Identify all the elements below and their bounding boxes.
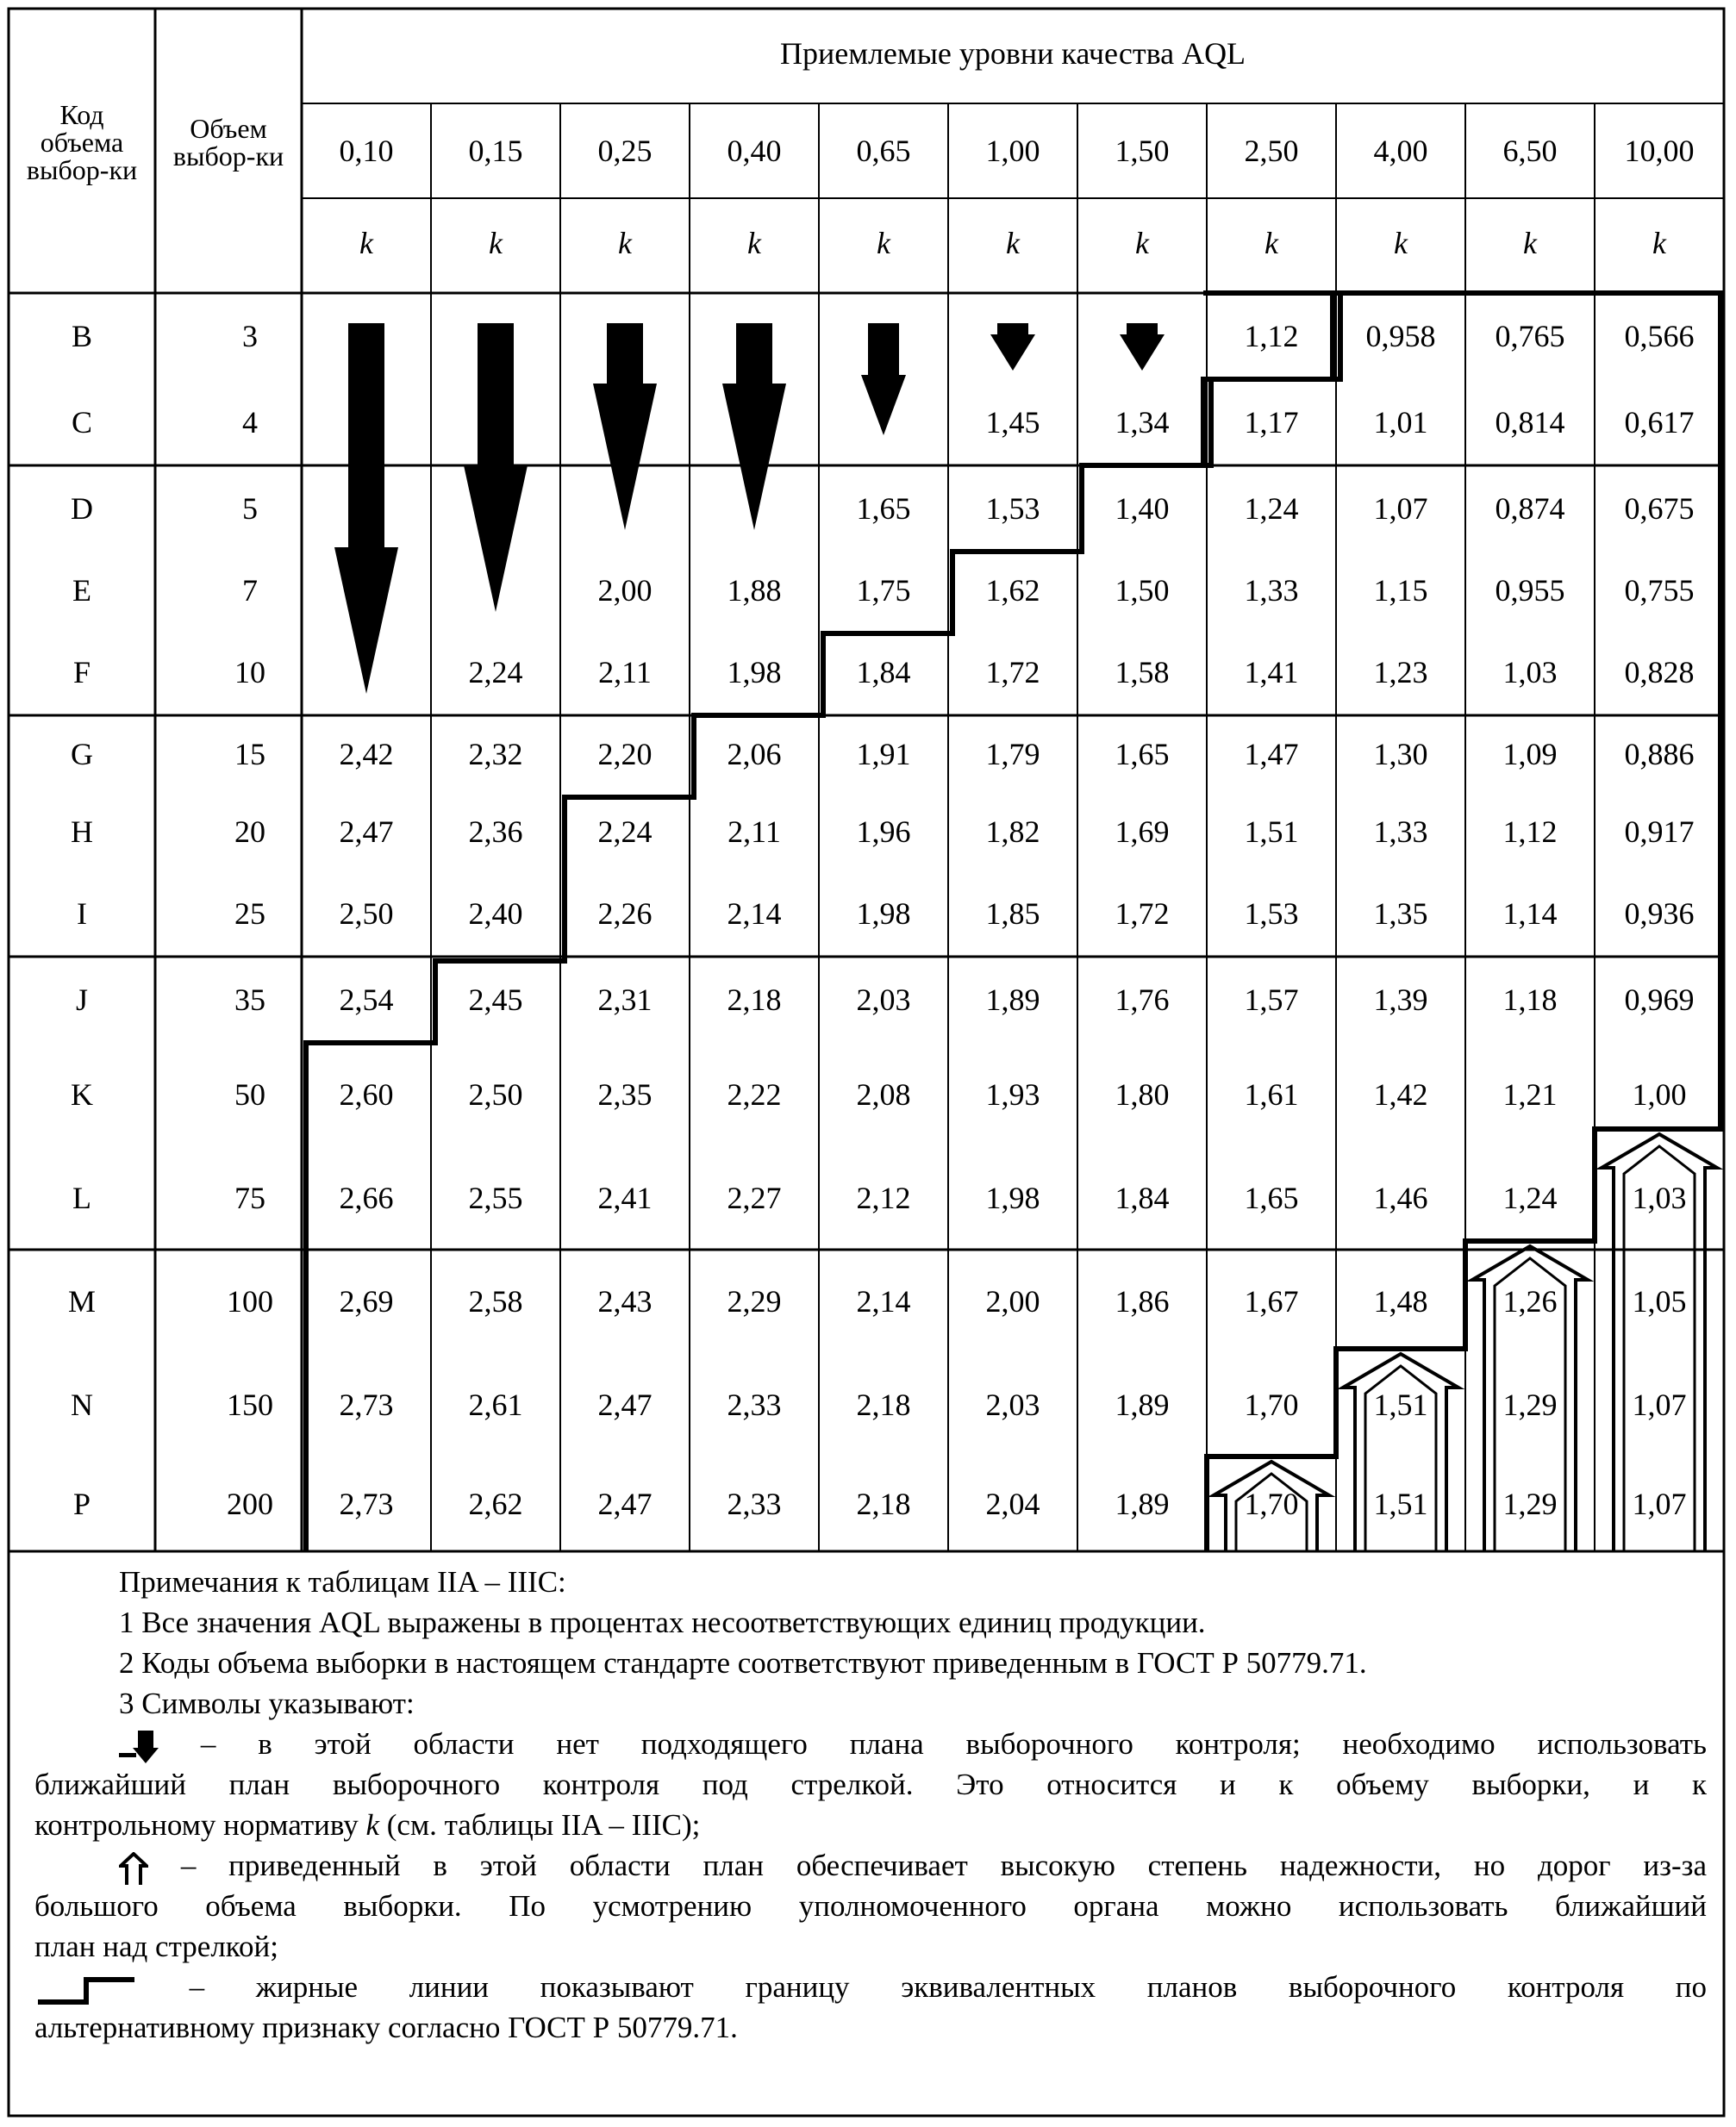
k-value-H-1: 2,36 bbox=[468, 814, 523, 849]
k-value-F-2: 2,11 bbox=[598, 655, 652, 689]
k-value-M-2: 2,43 bbox=[597, 1284, 653, 1319]
k-value-K-5: 1,93 bbox=[985, 1077, 1040, 1112]
down-arrow-icon bbox=[861, 323, 906, 435]
note-line-text-b: альтернативному признаку согласно ГОСТ Р 50779.71. bbox=[34, 2011, 738, 2044]
k-value-N-6: 1,89 bbox=[1115, 1388, 1170, 1422]
k-value-E-7: 1,33 bbox=[1244, 573, 1299, 608]
k-value-N-1: 2,61 bbox=[468, 1388, 523, 1422]
k-symbol-2: k bbox=[618, 226, 632, 260]
k-value-I-4: 1,98 bbox=[856, 896, 911, 931]
k-value-C-8: 1,01 bbox=[1373, 405, 1428, 440]
k-symbol-6: k bbox=[1135, 226, 1149, 260]
down-arrow-icon bbox=[464, 323, 528, 612]
k-value-P-6: 1,89 bbox=[1115, 1487, 1170, 1521]
k-value-I-2: 2,26 bbox=[597, 896, 653, 931]
aql-level-0: 0,10 bbox=[339, 134, 394, 168]
k-value-G-5: 1,79 bbox=[985, 737, 1040, 771]
row-code-N: N bbox=[71, 1388, 93, 1422]
note-up-arrow-line1 bbox=[34, 1845, 1707, 1886]
up-arrow-icon bbox=[1343, 1354, 1458, 1551]
row-size-K: 50 bbox=[234, 1077, 265, 1112]
k-value-I-8: 1,35 bbox=[1373, 896, 1428, 931]
k-value-J-9: 1,18 bbox=[1502, 982, 1558, 1017]
k-value-P-3: 2,33 bbox=[727, 1487, 782, 1521]
aql-level-6: 1,50 bbox=[1115, 134, 1170, 168]
k-value-E-8: 1,15 bbox=[1373, 573, 1428, 608]
k-symbol-5: k bbox=[1006, 226, 1020, 260]
k-symbol-10: k bbox=[1652, 226, 1666, 260]
k-value-M-0: 2,69 bbox=[339, 1284, 394, 1319]
row-code-B: B bbox=[71, 319, 93, 353]
k-value-J-7: 1,57 bbox=[1244, 982, 1299, 1017]
header-aql-title: Приемлемые уровни качества AQL bbox=[779, 36, 1246, 71]
k-value-C-10: 0,617 bbox=[1624, 405, 1695, 440]
row-size-J: 35 bbox=[234, 982, 265, 1017]
k-value-F-9: 1,03 bbox=[1502, 655, 1558, 689]
k-value-N-8: 1,51 bbox=[1373, 1388, 1428, 1422]
boundary-line-icon bbox=[34, 1974, 138, 2005]
row-code-M: M bbox=[67, 1284, 97, 1319]
k-value-P-4: 2,18 bbox=[856, 1487, 911, 1521]
row-size-M: 100 bbox=[227, 1284, 273, 1319]
k-value-N-9: 1,29 bbox=[1502, 1388, 1558, 1422]
k-value-E-6: 1,50 bbox=[1115, 573, 1170, 608]
k-symbol-0: k bbox=[359, 226, 373, 260]
k-value-J-3: 2,18 bbox=[727, 982, 782, 1017]
k-value-J-8: 1,39 bbox=[1373, 982, 1428, 1017]
k-value-F-7: 1,41 bbox=[1244, 655, 1299, 689]
k-value-H-0: 2,47 bbox=[339, 814, 394, 849]
k-value-K-8: 1,42 bbox=[1373, 1077, 1428, 1112]
row-code-H: H bbox=[71, 814, 93, 849]
k-value-G-4: 1,91 bbox=[856, 737, 911, 771]
k-value-K-3: 2,22 bbox=[727, 1077, 782, 1112]
k-value-N-0: 2,73 bbox=[339, 1388, 394, 1422]
aql-level-3: 0,40 bbox=[727, 134, 782, 168]
row-size-F: 10 bbox=[234, 655, 265, 689]
k-value-I-6: 1,72 bbox=[1115, 896, 1170, 931]
k-value-D-7: 1,24 bbox=[1244, 491, 1299, 526]
down-arrow-icon bbox=[1120, 323, 1165, 371]
aql-level-10: 10,00 bbox=[1624, 134, 1695, 168]
k-value-J-4: 2,03 bbox=[856, 982, 911, 1017]
header-sample-size: Объем выбор-ки bbox=[172, 113, 284, 172]
k-value-L-8: 1,46 bbox=[1373, 1181, 1428, 1215]
row-code-L: L bbox=[72, 1181, 91, 1215]
k-value-J-5: 1,89 bbox=[985, 982, 1040, 1017]
k-value-N-10: 1,07 bbox=[1632, 1388, 1687, 1422]
table-notes bbox=[34, 1562, 1707, 2048]
aql-level-8: 4,00 bbox=[1373, 134, 1428, 168]
row-size-D: 5 bbox=[242, 491, 258, 526]
k-value-D-5: 1,53 bbox=[985, 491, 1040, 526]
k-value-I-10: 0,936 bbox=[1624, 896, 1695, 931]
k-value-J-10: 0,969 bbox=[1624, 982, 1695, 1017]
k-value-F-6: 1,58 bbox=[1115, 655, 1170, 689]
k-value-H-4: 1,96 bbox=[856, 814, 911, 849]
k-value-M-5: 2,00 bbox=[985, 1284, 1040, 1319]
k-value-N-3: 2,33 bbox=[727, 1388, 782, 1422]
k-value-G-8: 1,30 bbox=[1373, 737, 1428, 771]
k-value-G-1: 2,32 bbox=[468, 737, 523, 771]
k-value-L-5: 1,98 bbox=[985, 1181, 1040, 1215]
note-line-text-a: – жирные линии показывают границу эквивалентных планов выборочного контроля по bbox=[189, 1970, 1707, 2004]
k-value-K-2: 2,35 bbox=[597, 1077, 653, 1112]
down-arrow-icon bbox=[334, 323, 398, 694]
aql-level-1: 0,15 bbox=[468, 134, 523, 168]
k-value-L-9: 1,24 bbox=[1502, 1181, 1558, 1215]
k-value-H-5: 1,82 bbox=[985, 814, 1040, 849]
k-value-F-5: 1,72 bbox=[985, 655, 1040, 689]
note-down-text-c2: (см. таблицы IIA – IIIC); bbox=[386, 1808, 701, 1842]
row-size-E: 7 bbox=[242, 573, 258, 608]
k-value-B-9: 0,765 bbox=[1495, 319, 1565, 353]
k-value-M-1: 2,58 bbox=[468, 1284, 523, 1319]
up-arrow-icon bbox=[119, 1852, 148, 1885]
k-value-P-8: 1,51 bbox=[1373, 1487, 1428, 1521]
k-value-M-7: 1,67 bbox=[1244, 1284, 1299, 1319]
k-value-N-2: 2,47 bbox=[597, 1388, 653, 1422]
k-value-N-7: 1,70 bbox=[1244, 1388, 1299, 1422]
k-value-C-6: 1,34 bbox=[1115, 405, 1170, 440]
k-value-H-8: 1,33 bbox=[1373, 814, 1428, 849]
k-value-I-3: 2,14 bbox=[727, 896, 782, 931]
k-value-G-10: 0,886 bbox=[1624, 737, 1695, 771]
k-value-G-6: 1,65 bbox=[1115, 737, 1170, 771]
k-value-M-8: 1,48 bbox=[1373, 1284, 1428, 1319]
k-value-E-10: 0,755 bbox=[1624, 573, 1695, 608]
k-value-H-7: 1,51 bbox=[1244, 814, 1299, 849]
row-code-G: G bbox=[71, 737, 93, 771]
k-value-E-2: 2,00 bbox=[597, 573, 653, 608]
row-code-D: D bbox=[71, 491, 93, 526]
k-symbol-9: k bbox=[1523, 226, 1537, 260]
k-value-F-1: 2,24 bbox=[468, 655, 523, 689]
k-symbol-8: k bbox=[1394, 226, 1408, 260]
k-value-F-8: 1,23 bbox=[1373, 655, 1428, 689]
k-value-K-0: 2,60 bbox=[339, 1077, 394, 1112]
aql-level-7: 2,50 bbox=[1244, 134, 1299, 168]
row-code-K: K bbox=[71, 1077, 93, 1112]
row-size-P: 200 bbox=[227, 1487, 273, 1521]
down-arrow-icon bbox=[119, 1731, 159, 1763]
k-value-F-3: 1,98 bbox=[727, 655, 782, 689]
k-value-M-4: 2,14 bbox=[856, 1284, 911, 1319]
k-value-K-10: 1,00 bbox=[1632, 1077, 1687, 1112]
row-size-I: 25 bbox=[234, 896, 265, 931]
k-value-H-2: 2,24 bbox=[597, 814, 653, 849]
k-value-L-6: 1,84 bbox=[1115, 1181, 1170, 1215]
k-value-H-10: 0,917 bbox=[1624, 814, 1695, 849]
row-code-E: E bbox=[72, 573, 91, 608]
k-value-J-6: 1,76 bbox=[1115, 982, 1170, 1017]
k-value-F-4: 1,84 bbox=[856, 655, 911, 689]
k-value-E-4: 1,75 bbox=[856, 573, 911, 608]
row-size-N: 150 bbox=[227, 1388, 273, 1422]
note-up-text-b: большого объема выборки. По усмотрению уполномоченного органа можно использовать ближайший bbox=[34, 1889, 1707, 1923]
row-size-B: 3 bbox=[242, 319, 258, 353]
note-2: 2 Коды объема выборки в настоящем стандарте соответствуют приведенным в ГОСТ Р 50779.71. bbox=[119, 1646, 1367, 1680]
k-value-I-1: 2,40 bbox=[468, 896, 523, 931]
k-value-J-1: 2,45 bbox=[468, 982, 523, 1017]
row-code-I: I bbox=[77, 896, 87, 931]
note-1: 1 Все значения AQL выражены в процентах несоответствующих единиц продукции. bbox=[119, 1606, 1206, 1639]
k-value-I-5: 1,85 bbox=[985, 896, 1040, 931]
k-value-F-10: 0,828 bbox=[1624, 655, 1695, 689]
k-value-G-7: 1,47 bbox=[1244, 737, 1299, 771]
equivalence-boundary-upper bbox=[306, 293, 1340, 1551]
k-symbol-3: k bbox=[747, 226, 761, 260]
k-value-M-9: 1,26 bbox=[1502, 1284, 1558, 1319]
note-up-text-a: – приведенный в этой области план обеспечивает высокую степень надежности, но дорог из-за bbox=[180, 1849, 1708, 1882]
row-code-J: J bbox=[75, 982, 89, 1017]
note-down-text-a: – в этой области нет подходящего плана выборочного контроля; необходимо использовать bbox=[200, 1727, 1707, 1761]
k-value-J-0: 2,54 bbox=[339, 982, 394, 1017]
k-value-D-8: 1,07 bbox=[1373, 491, 1428, 526]
k-value-J-2: 2,31 bbox=[597, 982, 653, 1017]
k-symbol-1: k bbox=[489, 226, 503, 260]
k-value-L-1: 2,55 bbox=[468, 1181, 523, 1215]
k-value-D-10: 0,675 bbox=[1624, 491, 1695, 526]
k-value-I-0: 2,50 bbox=[339, 896, 394, 931]
aql-level-4: 0,65 bbox=[856, 134, 911, 168]
k-value-L-10: 1,03 bbox=[1632, 1181, 1687, 1215]
row-size-L: 75 bbox=[234, 1181, 265, 1215]
k-value-P-9: 1,29 bbox=[1502, 1487, 1558, 1521]
header-sample-code: Код объема выбор-ки bbox=[26, 99, 138, 185]
k-value-G-2: 2,20 bbox=[597, 737, 653, 771]
k-value-K-6: 1,80 bbox=[1115, 1077, 1170, 1112]
row-size-C: 4 bbox=[242, 405, 258, 440]
k-value-K-9: 1,21 bbox=[1502, 1077, 1558, 1112]
down-arrow-icon bbox=[722, 323, 786, 530]
k-value-G-9: 1,09 bbox=[1502, 737, 1558, 771]
k-value-H-3: 2,11 bbox=[727, 814, 781, 849]
row-code-C: C bbox=[71, 405, 93, 440]
note-down-line3 bbox=[34, 1805, 1707, 1845]
k-value-I-9: 1,14 bbox=[1502, 896, 1558, 931]
k-value-P-10: 1,07 bbox=[1632, 1487, 1687, 1521]
k-value-D-4: 1,65 bbox=[856, 491, 911, 526]
k-value-L-4: 2,12 bbox=[856, 1181, 911, 1215]
notes-title: Примечания к таблицам IIA – IIIC: bbox=[119, 1565, 566, 1599]
down-arrow-icon bbox=[593, 323, 657, 530]
k-value-N-4: 2,18 bbox=[856, 1388, 911, 1422]
k-value-P-1: 2,62 bbox=[468, 1487, 523, 1521]
k-value-G-3: 2,06 bbox=[727, 737, 782, 771]
k-symbol-7: k bbox=[1265, 226, 1278, 260]
k-value-C-5: 1,45 bbox=[985, 405, 1040, 440]
note-down-arrow-line1 bbox=[34, 1724, 1707, 1764]
k-value-N-5: 2,03 bbox=[985, 1388, 1040, 1422]
k-value-H-6: 1,69 bbox=[1115, 814, 1170, 849]
k-value-C-7: 1,17 bbox=[1244, 405, 1299, 440]
row-size-G: 15 bbox=[234, 737, 265, 771]
k-value-M-3: 2,29 bbox=[727, 1284, 782, 1319]
k-value-E-9: 0,955 bbox=[1495, 573, 1565, 608]
k-value-L-7: 1,65 bbox=[1244, 1181, 1299, 1215]
k-value-B-10: 0,566 bbox=[1624, 319, 1695, 353]
k-value-P-0: 2,73 bbox=[339, 1487, 394, 1521]
note-3: 3 Символы указывают: bbox=[119, 1687, 415, 1720]
k-value-P-2: 2,47 bbox=[597, 1487, 653, 1521]
note-down-text-c1: контрольному нормативу bbox=[34, 1808, 359, 1842]
k-value-L-0: 2,66 bbox=[339, 1181, 394, 1215]
row-code-F: F bbox=[72, 655, 91, 689]
k-value-G-0: 2,42 bbox=[339, 737, 394, 771]
aql-level-9: 6,50 bbox=[1502, 134, 1558, 168]
note-k-symbol: k bbox=[365, 1808, 379, 1842]
k-value-L-3: 2,27 bbox=[727, 1181, 782, 1215]
k-value-D-9: 0,874 bbox=[1495, 491, 1565, 526]
k-value-I-7: 1,53 bbox=[1244, 896, 1299, 931]
aql-level-2: 0,25 bbox=[597, 134, 653, 168]
note-up-text-c: план над стрелкой; bbox=[34, 1930, 278, 1963]
k-value-M-10: 1,05 bbox=[1632, 1284, 1687, 1319]
k-value-K-1: 2,50 bbox=[468, 1077, 523, 1112]
note-down-text-b: ближайший план выборочного контроля под стрелкой. Это относится и к объему выборки, и к bbox=[34, 1768, 1707, 1801]
k-value-L-2: 2,41 bbox=[597, 1181, 653, 1215]
k-value-E-3: 1,88 bbox=[727, 573, 782, 608]
k-value-H-9: 1,12 bbox=[1502, 814, 1558, 849]
k-value-P-5: 2,04 bbox=[985, 1487, 1040, 1521]
k-value-B-7: 1,12 bbox=[1244, 319, 1299, 353]
k-value-E-5: 1,62 bbox=[985, 573, 1040, 608]
row-code-P: P bbox=[72, 1487, 91, 1521]
row-size-H: 20 bbox=[234, 814, 265, 849]
k-value-B-8: 0,958 bbox=[1365, 319, 1436, 353]
k-value-M-6: 1,86 bbox=[1115, 1284, 1170, 1319]
k-value-C-9: 0,814 bbox=[1495, 405, 1565, 440]
k-value-D-6: 1,40 bbox=[1115, 491, 1170, 526]
note-line-symbol-line1 bbox=[34, 1967, 1707, 2007]
down-arrow-icon bbox=[990, 323, 1035, 371]
k-value-K-7: 1,61 bbox=[1244, 1077, 1299, 1112]
k-symbol-4: k bbox=[877, 226, 890, 260]
k-value-P-7: 1,70 bbox=[1244, 1487, 1299, 1521]
k-value-K-4: 2,08 bbox=[856, 1077, 911, 1112]
aql-level-5: 1,00 bbox=[985, 134, 1040, 168]
